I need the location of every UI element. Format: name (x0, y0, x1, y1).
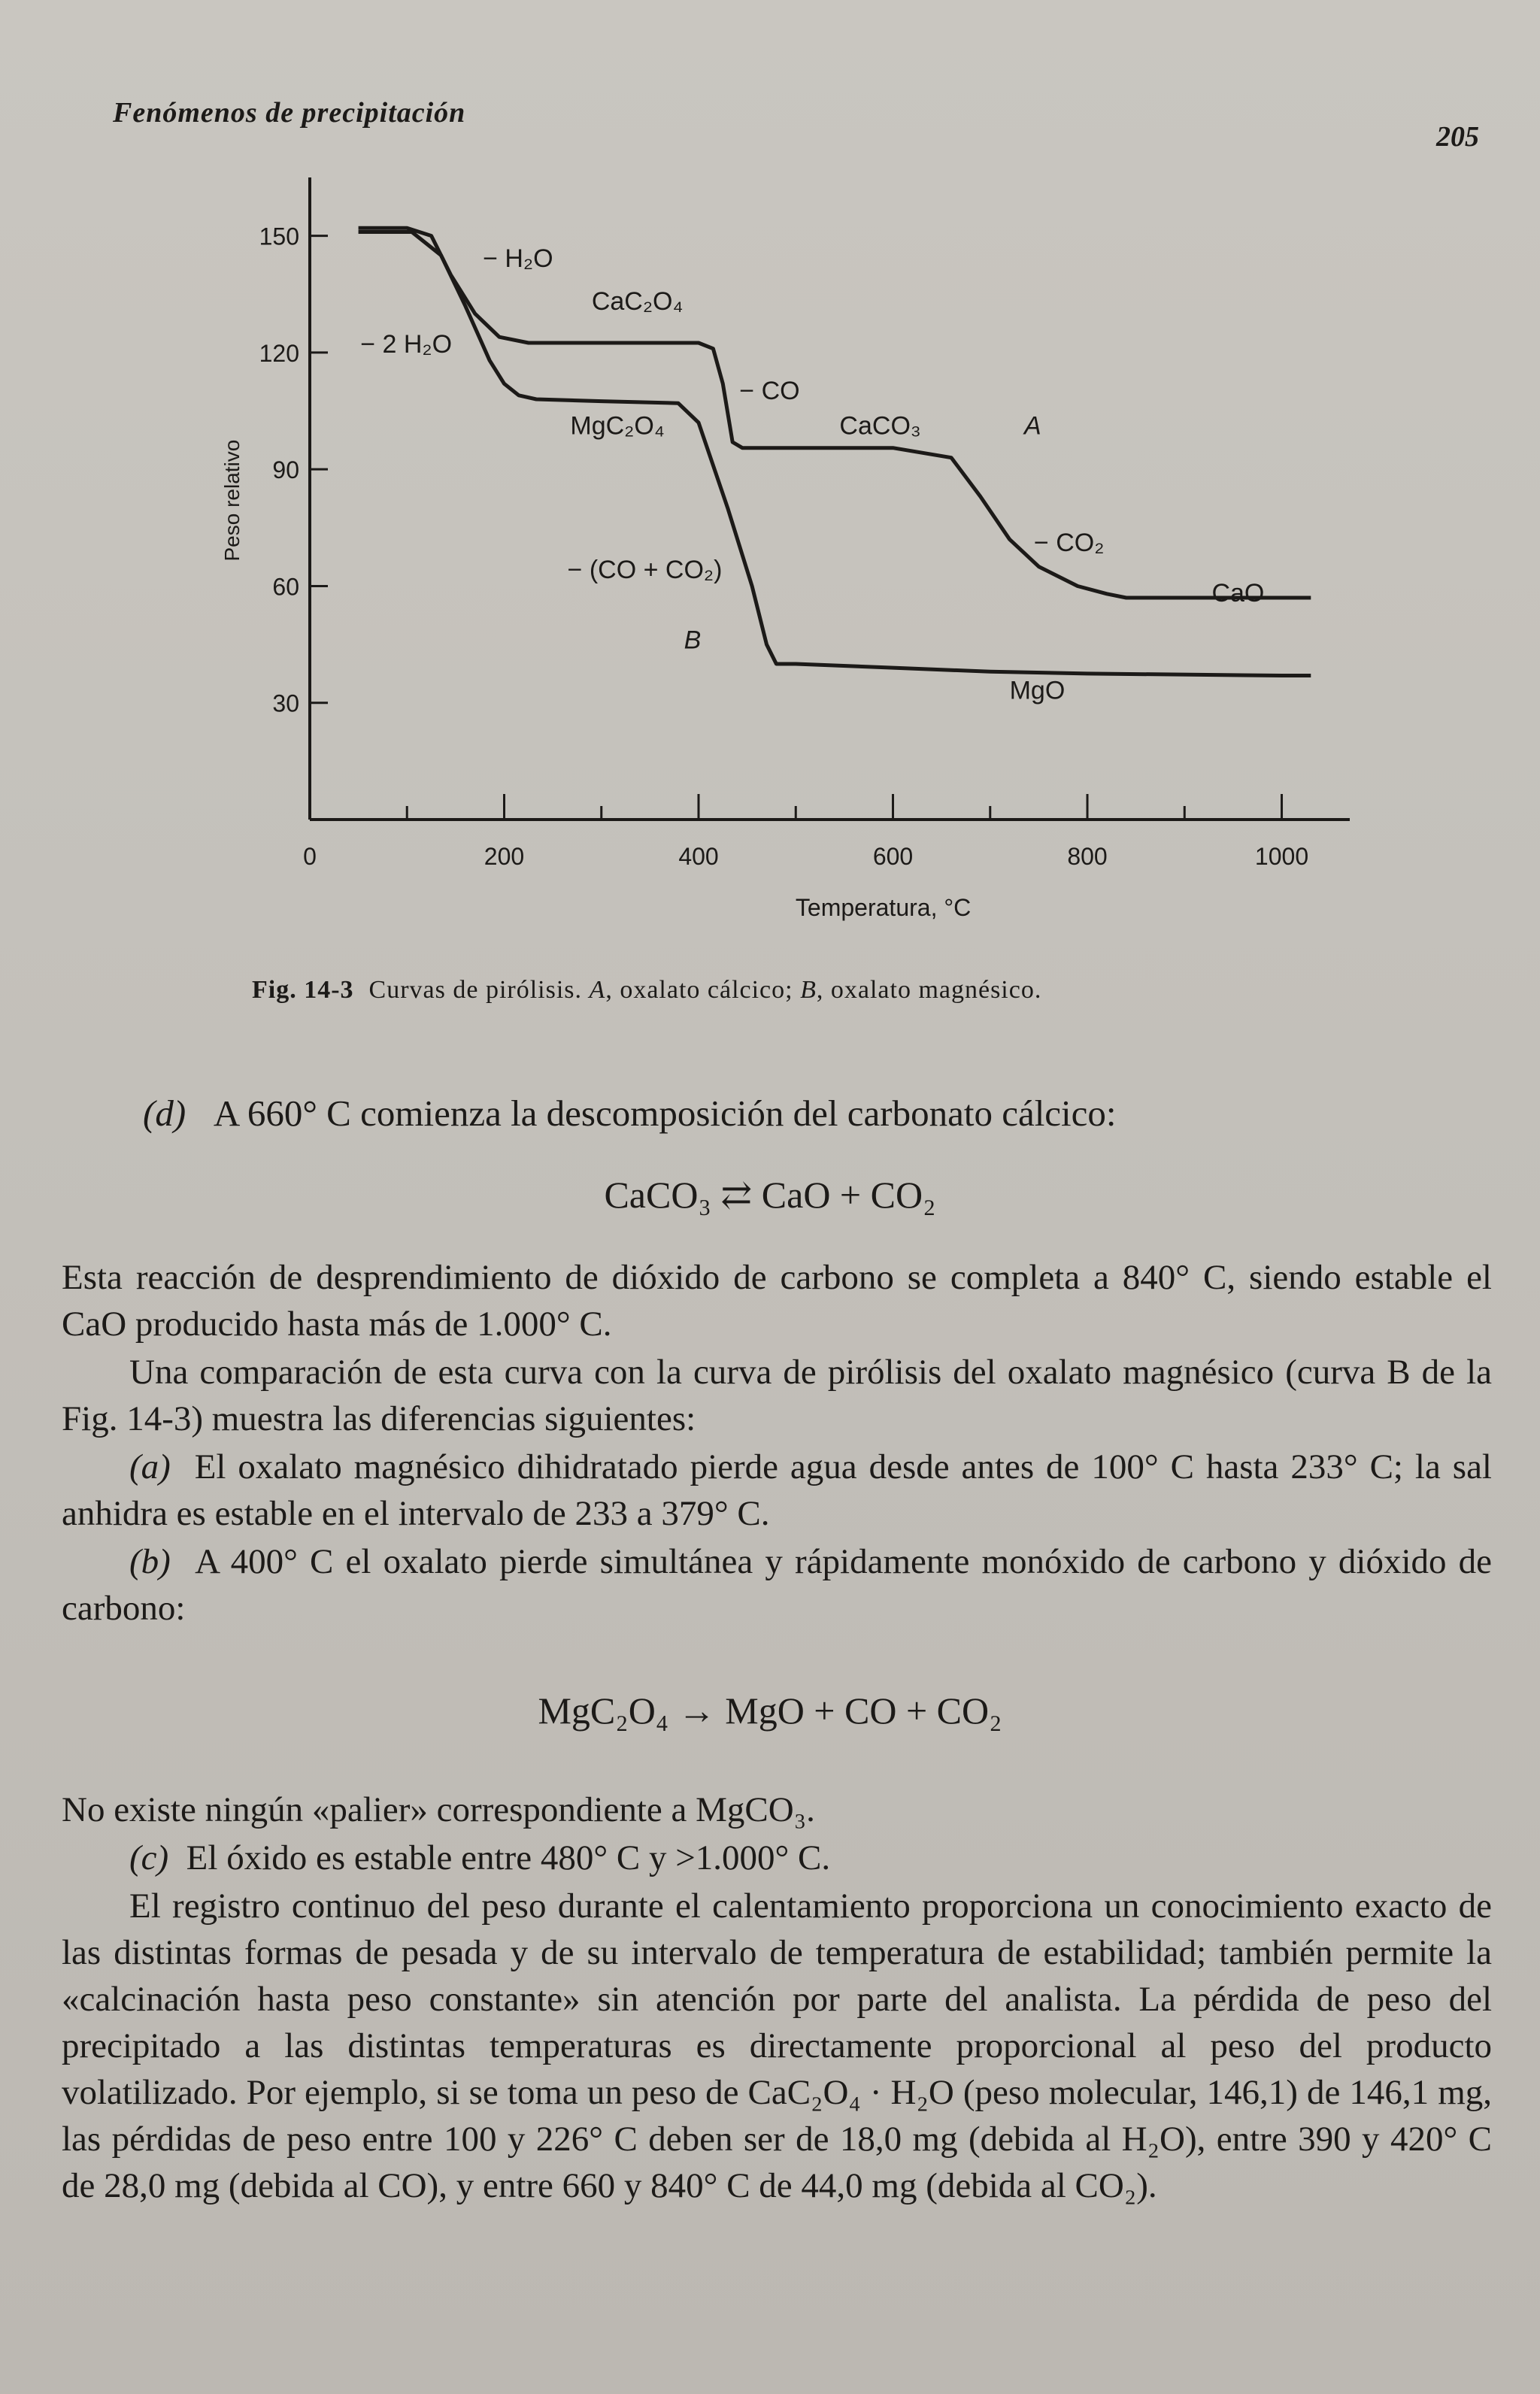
page-number: 205 (1436, 121, 1479, 153)
annotation-label: A (1024, 411, 1041, 441)
annotation-label: B (684, 626, 702, 655)
item-a-text: El oxalato magnésico dihidratado pierde agua desde antes de 100° C hasta 233° C; la sal anhidra es estable en el intervalo de 233 a 379° C. (62, 1447, 1492, 1533)
annotation-label: CaC₂O₄ (591, 286, 684, 316)
equation-1: CaCO₃ ⇄ CaO + CO₂ (604, 1174, 936, 1216)
caption-text-1: Curvas de pirólisis. (368, 976, 590, 1004)
item-c-text: El óxido es estable entre 480° C y >1.000° C. (186, 1838, 831, 1877)
series-A-line (359, 228, 1311, 598)
equation-2: MgC₂O₄ → MgO + CO + CO₂ (538, 1689, 1002, 1732)
item-d-text: A 660° C comienza la descomposición del carbonato cálcico: (213, 1092, 1117, 1134)
x-tick-label: 0 (303, 843, 317, 870)
annotation-label: − CO₂ (1033, 528, 1105, 557)
annotation-label: − CO (739, 377, 800, 406)
item-a (62, 1444, 1492, 1537)
item-a-label: (a) (129, 1447, 171, 1486)
y-tick-label: 90 (272, 456, 299, 484)
x-tick-label: 400 (678, 843, 719, 870)
y-tick-label: 150 (259, 223, 299, 250)
annotation-label: CaO (1211, 579, 1265, 608)
pyrolysis-chart (0, 0, 1540, 947)
annotation-label: CaCO₃ (839, 411, 921, 441)
y-tick-label: 30 (272, 689, 299, 717)
chart-ticks (259, 223, 1309, 870)
item-c (62, 1835, 1492, 1881)
y-axis-label: Peso relativo (220, 439, 244, 562)
y-tick-label: 120 (259, 339, 299, 367)
item-b-text: A 400° C el oxalato pierde simultánea y rápidamente monóxido de carbono y dióxido de carbono: (62, 1542, 1493, 1628)
item-c-label: (c) (129, 1838, 169, 1877)
x-axis-label: Temperatura, °C (795, 894, 972, 921)
annotation-label: − (CO + CO₂) (567, 556, 723, 585)
caption-a: A (589, 976, 606, 1004)
item-b-label: (b) (129, 1542, 171, 1581)
x-tick-label: 1000 (1254, 843, 1309, 870)
paragraph-3: No existe ningún «palier» correspondiente a MgCO₃. (62, 1790, 815, 1829)
item-d-label: (d) (143, 1092, 186, 1134)
paragraph-1: Esta reacción de desprendimiento de dióxido de carbono se completa a 840° C, siendo estable el CaO producido hasta más de 1.000° C. (62, 1258, 1492, 1344)
x-tick-label: 800 (1067, 843, 1108, 870)
caption-text-2: , oxalato cálcico; (605, 976, 801, 1004)
figure-caption (252, 976, 1041, 1005)
item-b (62, 1538, 1492, 1632)
x-tick-label: 200 (484, 843, 525, 870)
annotation-label: MgO (1009, 676, 1066, 705)
caption-text-3: , oxalato magnésico. (816, 976, 1042, 1004)
chart-series (359, 228, 1311, 675)
series-B-line (359, 232, 1311, 676)
caption-label: Fig. 14-3 (252, 976, 354, 1004)
chart-axes (220, 177, 1350, 921)
chart-annotations (360, 244, 1264, 705)
annotation-label: − 2 H₂O (360, 329, 453, 359)
annotation-label: MgC₂O₄ (570, 411, 665, 441)
caption-b: B (800, 976, 817, 1004)
y-tick-label: 60 (272, 573, 299, 601)
annotation-label: − H₂O (483, 244, 553, 274)
running-head: Fenómenos de precipitación (113, 97, 466, 129)
paragraph-2: Una comparación de esta curva con la curva de pirólisis del oxalato magnésico (curva B de la Fig. 14-3) muestra las diferencias siguientes: (62, 1353, 1492, 1438)
x-tick-label: 600 (872, 843, 914, 870)
paragraph-4: El registro continuo del peso durante el calentamiento proporciona un conocimiento exacto de las distintas formas de pesada y de su intervalo de temperatura de estabilidad; también permite la «calcinación hasta peso constante» sin atención por parte del analista. La pérdida de peso del precipitado a las distintas temperaturas es directamente proporcional al peso del producto volatilizado. Por ejemplo, si se toma un peso de CaC₂O₄ · H₂O (peso molecular, 146,1) de 146,1 mg, las pérdidas de peso entre 100 y 226° C deben ser de 18,0 mg (debida al H₂O), entre 390 y 420° C de 28,0 mg (debida al CO), y entre 660 y 840° C de 44,0 mg (debida al CO₂). (62, 1886, 1492, 2205)
item-d (143, 1092, 1421, 1135)
